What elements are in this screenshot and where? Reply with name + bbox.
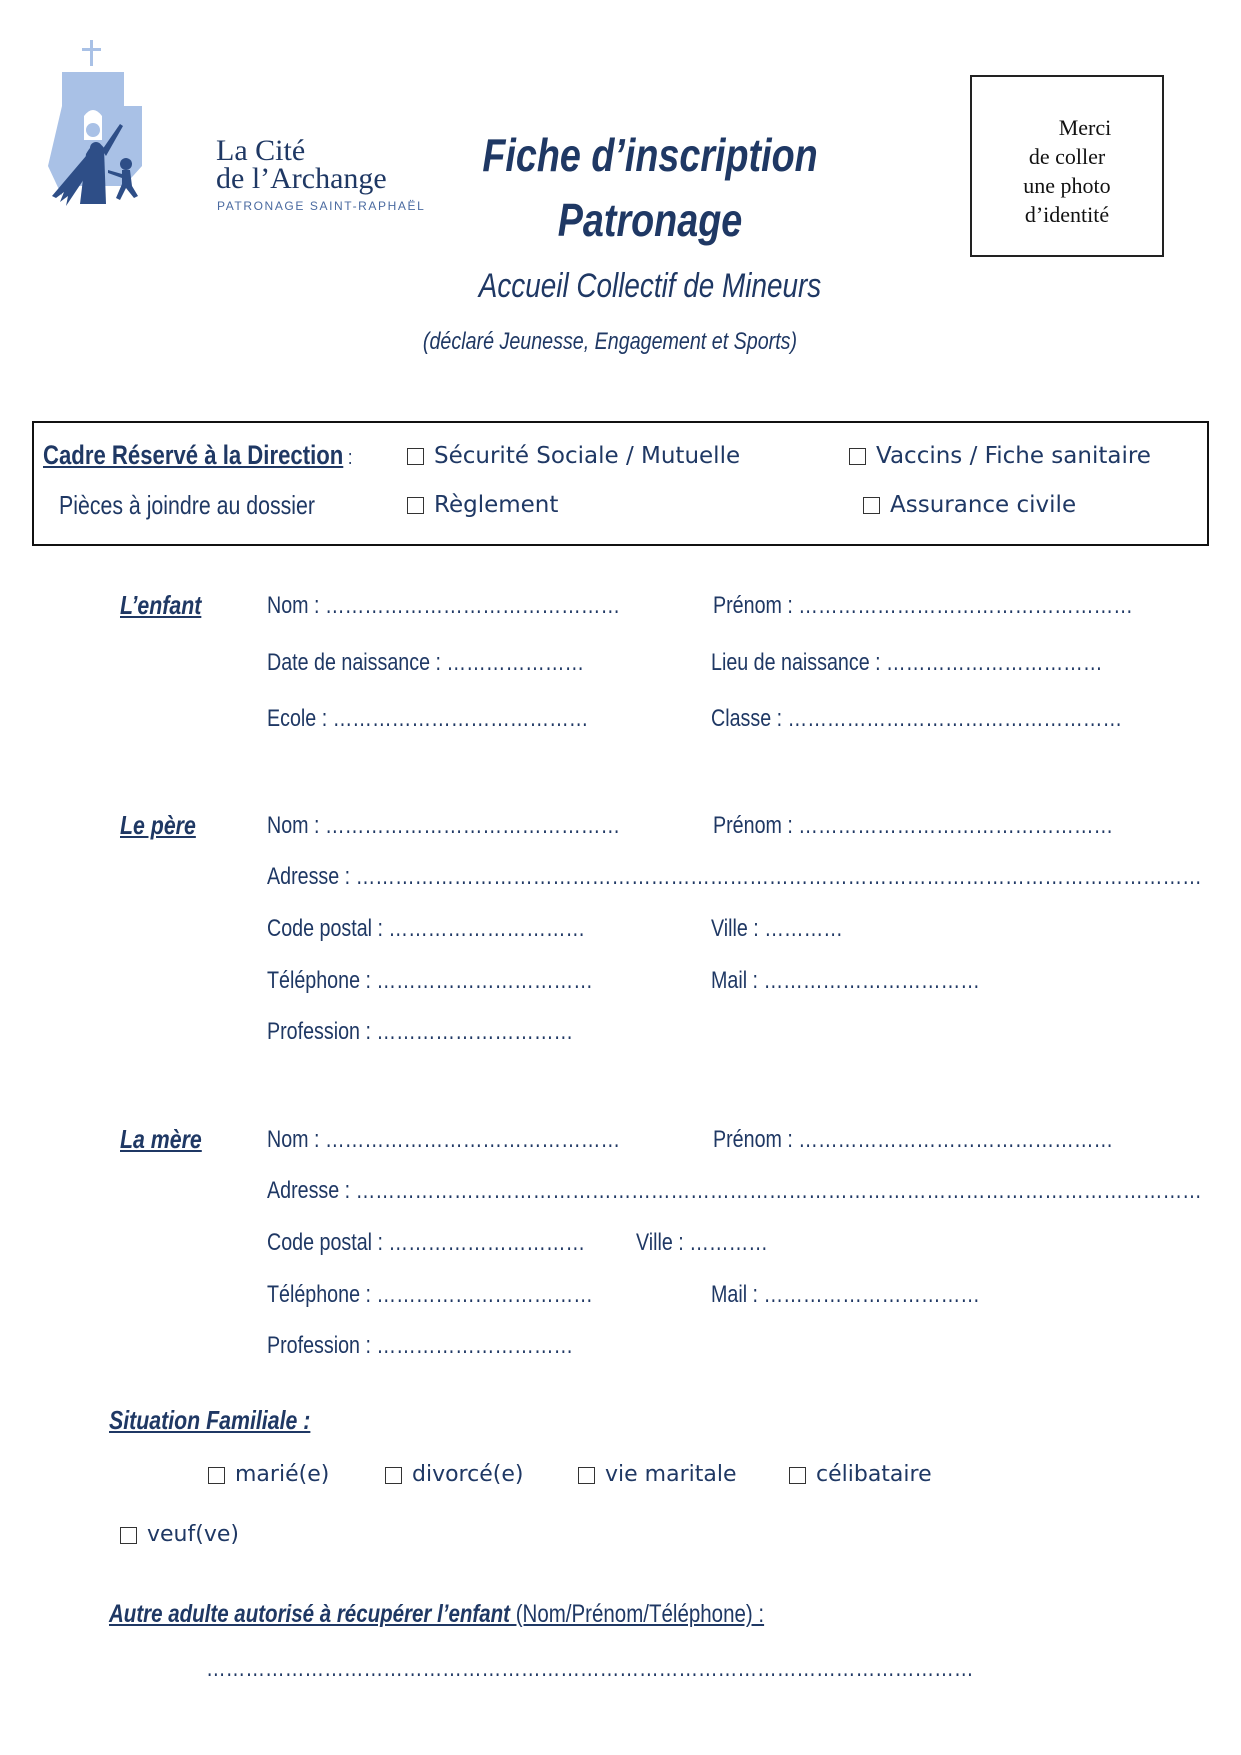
photo-line: une photo <box>1023 173 1111 198</box>
checkbox-option-marie[interactable] <box>208 1462 329 1487</box>
direction-title: Cadre Réservé à la Direction <box>43 440 344 470</box>
field-mere-ville[interactable]: Ville : ………… <box>636 1229 768 1256</box>
checkbox-icon[interactable] <box>578 1467 595 1484</box>
form-title-line2: Patronage <box>557 194 743 246</box>
option-label: divorcé(e) <box>412 1462 524 1487</box>
field-mere-prenom[interactable]: Prénom : ………………………………………… <box>713 1126 1114 1153</box>
checkbox-option-vaccins[interactable] <box>849 443 1151 469</box>
field-autre-adulte[interactable]: ……………………………………………………………………………………………………… <box>206 1655 974 1682</box>
option-label: Assurance civile <box>890 492 1077 518</box>
field-pere-nom[interactable]: Nom : ……………………………………… <box>267 812 621 839</box>
checkbox-icon[interactable] <box>407 448 424 465</box>
field-mere-nom[interactable]: Nom : ……………………………………… <box>267 1126 621 1153</box>
field-pere-code-postal[interactable]: Code postal : ………………………… <box>267 915 586 942</box>
section-heading-pere: Le père <box>120 810 196 840</box>
autre-adulte-suffix: (Nom/Prénom/Téléphone) : <box>510 1600 765 1628</box>
organization-logo <box>46 36 426 236</box>
checkbox-option-celibataire[interactable] <box>789 1462 932 1487</box>
field-enfant-classe[interactable]: Classe : …………………………………………… <box>711 705 1123 732</box>
checkbox-icon[interactable] <box>407 497 424 514</box>
checkbox-icon[interactable] <box>849 448 866 465</box>
photo-placeholder-box[interactable] <box>970 75 1164 257</box>
section-heading-autre-adulte: Autre adulte autorisé à récupérer l’enfant <box>109 1600 511 1628</box>
direction-title-row <box>43 440 352 471</box>
field-enfant-date-naissance[interactable]: Date de naissance : ………………… <box>267 649 585 676</box>
form-subtitle: Accueil Collectif de Mineurs <box>478 267 822 305</box>
photo-line: d’identité <box>1024 202 1110 227</box>
photo-line: de coller <box>1028 144 1106 169</box>
autre-adulte-row <box>109 1600 764 1629</box>
field-mere-telephone[interactable]: Téléphone : …………………………… <box>267 1281 593 1308</box>
field-mere-code-postal[interactable]: Code postal : ………………………… <box>267 1229 586 1256</box>
direction-subtitle: Pièces à joindre au dossier <box>59 490 315 520</box>
checkbox-option-securite-sociale[interactable] <box>407 443 740 469</box>
option-label: Vaccins / Fiche sanitaire <box>876 443 1151 469</box>
field-pere-ville[interactable]: Ville : ………… <box>711 915 843 942</box>
logo-tagline: PATRONAGE SAINT-RAPHAËL <box>217 199 426 213</box>
checkbox-option-assurance[interactable] <box>863 492 1076 518</box>
checkbox-icon[interactable] <box>120 1527 137 1544</box>
checkbox-option-vie-maritale[interactable] <box>578 1462 736 1487</box>
option-label: veuf(ve) <box>147 1522 239 1547</box>
checkbox-option-reglement[interactable] <box>407 492 558 518</box>
checkbox-option-veuf[interactable] <box>120 1522 239 1547</box>
checkbox-icon[interactable] <box>789 1467 806 1484</box>
checkbox-icon[interactable] <box>863 497 880 514</box>
photo-line: Merci <box>1058 115 1112 140</box>
option-label: Règlement <box>434 492 559 518</box>
section-heading-situation: Situation Familiale : <box>109 1405 311 1435</box>
church-archangel-logo-icon <box>46 36 216 236</box>
logo-name-line2: de l’Archange <box>216 162 387 195</box>
field-pere-mail[interactable]: Mail : …………………………… <box>711 967 980 994</box>
form-note: (déclaré Jeunesse, Engagement et Sports) <box>422 328 798 355</box>
field-pere-prenom[interactable]: Prénom : ………………………………………… <box>713 812 1114 839</box>
field-enfant-nom[interactable]: Nom : ……………………………………… <box>267 592 621 619</box>
field-enfant-lieu-naissance[interactable]: Lieu de naissance : …………………………… <box>711 649 1103 676</box>
form-title-line1: Fiche d’inscription <box>482 129 818 181</box>
field-mere-profession[interactable]: Profession : ………………………… <box>267 1332 574 1359</box>
section-heading-mere: La mère <box>120 1124 202 1154</box>
option-label: marié(e) <box>235 1462 330 1487</box>
photo-instructions <box>972 113 1162 229</box>
option-label: vie maritale <box>605 1462 737 1487</box>
logo-name-line1: La Cité <box>216 134 306 167</box>
field-enfant-prenom[interactable]: Prénom : …………………………………………… <box>713 592 1133 619</box>
field-mere-adresse[interactable]: Adresse : ………………………………………………………………………………………………………………… <box>267 1177 1202 1204</box>
direction-title-colon: : <box>343 447 353 469</box>
field-enfant-ecole[interactable]: Ecole : ………………………………… <box>267 705 589 732</box>
field-pere-telephone[interactable]: Téléphone : …………………………… <box>267 967 593 994</box>
field-pere-profession[interactable]: Profession : ………………………… <box>267 1018 574 1045</box>
checkbox-icon[interactable] <box>208 1467 225 1484</box>
checkbox-icon[interactable] <box>385 1467 402 1484</box>
option-label: Sécurité Sociale / Mutuelle <box>434 443 741 469</box>
option-label: célibataire <box>816 1462 932 1487</box>
field-pere-adresse[interactable]: Adresse : ………………………………………………………………………………………………………………… <box>267 863 1202 890</box>
section-heading-enfant: L’enfant <box>120 590 202 620</box>
field-mere-mail[interactable]: Mail : …………………………… <box>711 1281 980 1308</box>
checkbox-option-divorce[interactable] <box>385 1462 523 1487</box>
